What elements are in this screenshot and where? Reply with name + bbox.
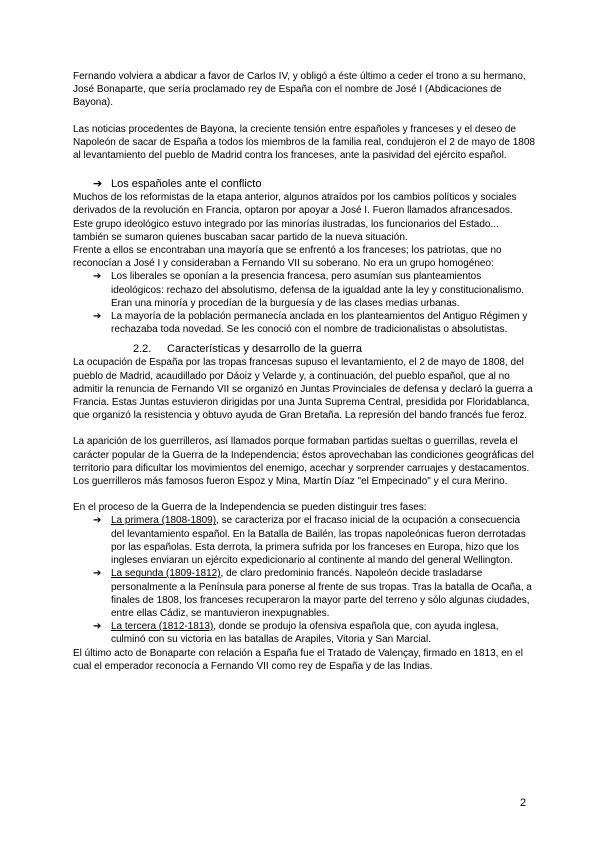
phase-label: La primera (1808-1809) <box>111 515 217 527</box>
list-item-text: , de claro predominio francés. Napoleón decide trasladarse personalmente a la Península para ponerse al frente de sus tropas. Tras la batalla de Ocaña, a finales de 1808, los franceses recuperaron la mayor parte del terreno y sólo algunas ciudades, entre ellas Cádiz, se mantuvieron inexpugnables. <box>111 568 532 619</box>
list-item-text: , se caracteriza por el fracaso inicial de la ocupación a consecuencia del levantamiento español. En la Batalla de Bailén, las tropas napoleónicas fueron derrotadas por las españolas. Esta derrota, la primera sufrida por los franceses en Europa, hizo que los ingleses enviaran un ejército expedicionario al continente al mando del general Wellington. <box>111 515 526 567</box>
arrow-bullet-icon: ➔ <box>93 568 102 580</box>
list-item-text: , donde se produjo la ofensiva española que, con ayuda inglesa, culminó con su victoria en las batallas de Arapiles, Vitoria y San Marcial. <box>111 621 499 646</box>
paragraph-patriotas: Frente a ellos se encontraban una mayoría que se enfrentó a los franceses; los patriotas, que no reconocían a José I y consideraban a Fernando VII su soberano. No era un grupo homogéneo: <box>73 245 502 270</box>
arrow-bullet-icon: ➔ <box>93 311 102 323</box>
paragraph-guerrilleros: La aparición de los guerrilleros, así llamados porque formaban partidas sueltas o guerrillas, revela el carácter popular de la Guerra de la Independencia; éstos aprovechaban las condiciones geográficas del territorio para dificultar los movimientos del enemigo, acechar y sorprender carruajes y destacamentos. Los guerrilleros más famosos fueron Espoz y Mina, Martín Díaz "el Empecinado" y el cura Merino. <box>73 436 534 488</box>
phase-label: La tercera (1812-1813) <box>111 621 214 633</box>
list-item-absolutistas <box>73 310 535 336</box>
list-item-text: La mayoría de la población permanecía anclada en los planteamientos del Antiguo Régimen y rechazaba toda novedad. Se les conoció con el nombre de tradicionalistas o absolutistas. <box>111 311 528 336</box>
list-item-liberales <box>73 270 535 310</box>
paragraph-abdicaciones: Fernando volviera a abdicar a favor de Carlos IV, y obligó a éste último a ceder el trono a su hermano, José Bonaparte, que sería proclamado rey de España con el nombre de José I (Abdicaciones de Bayona). <box>73 71 526 109</box>
page-number: 2 <box>520 797 527 809</box>
list-item-fase-1 <box>73 514 535 567</box>
paragraph-ocupacion: La ocupación de España por las tropas francesas supuso el levantamiento, el 2 de mayo de 1808, del pueblo de Madrid, acaudillado por Dáoiz y Velarde y, a continuación, del pueblo español, que al no admitir la renuncia de Fernando VII se organizó en Juntas Provinciales de defensa y declaró la guerra a Francia. Estas Juntas estuvieron dirigidas por una Junta Suprema Central, presidida por Floridablanca, que organizó la resistencia y obtuvo ayuda de Gran Bretaña. La represión del bando francés fue feroz. <box>73 357 533 422</box>
heading-text: Los españoles ante el conflicto <box>111 178 262 191</box>
paragraph-valencay: El último acto de Bonaparte con relación a España fue el Tratado de Valençay, firmado en 1813, en el cual el emperador reconocía a Fernando VII como rey de España y de las Indias. <box>73 647 523 672</box>
list-item-fase-2 <box>73 567 535 620</box>
arrow-bullet-icon: ➔ <box>93 178 103 191</box>
heading-espanoles-conflicto <box>73 177 535 191</box>
paragraph-afrancesados: Muchos de los reformistas de la etapa anterior, algunos atraídos por los cambios políticos y sociales derivados de la revolución en Francia, optaron por apoyar a José I. Fueron llamados afrancesados. Este grupo ideológico estuvo integrado por las minorías ilustradas, los funcionarios del Estado... también se sumaron quienes buscaban sacar partido de la nueva situación. <box>73 192 517 243</box>
phase-label: La segunda (1809-1812) <box>111 568 221 580</box>
arrow-bullet-icon: ➔ <box>93 621 102 633</box>
section-heading-2-2 <box>73 342 535 356</box>
paragraph-fases-intro: En el proceso de la Guerra de la Independencia se pueden distinguir tres fases: <box>73 502 427 514</box>
paragraph-2-de-mayo: Las noticias procedentes de Bayona, la creciente tensión entre españoles y franceses y el deseo de Napoleón de sacar de España a todos los miembros de la familia real, condujeron el 2 de mayo de 1808 al levantamiento del pueblo de Madrid contra los franceses, ante la pasividad del ejército español. <box>73 123 535 162</box>
section-number: 2.2. <box>133 343 152 356</box>
document-page <box>73 70 535 673</box>
section-title: Características y desarrollo de la guerra <box>167 343 363 356</box>
arrow-bullet-icon: ➔ <box>93 515 102 527</box>
list-item-text: Los liberales se oponían a la presencia francesa, pero asumían sus planteamientos ideológicos: rechazo del absolutismo, defensa de la igualdad ante la ley y constitucionalismo. Eran una minoría y procedían de la burguesía y de las clases medias urbanas. <box>111 271 525 309</box>
list-item-fase-3 <box>73 620 535 646</box>
arrow-bullet-icon: ➔ <box>93 271 102 283</box>
